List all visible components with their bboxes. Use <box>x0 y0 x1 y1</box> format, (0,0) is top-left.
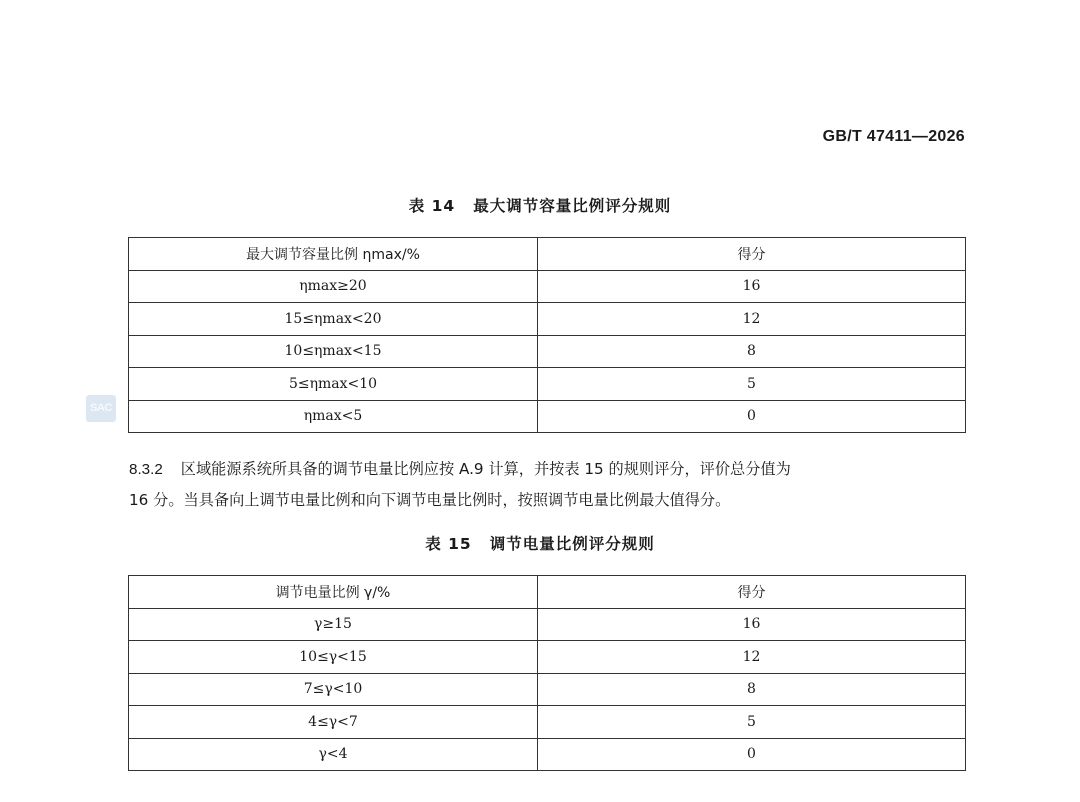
range-cell: γ≥15 <box>129 608 538 641</box>
table15 <box>128 575 966 771</box>
table-row <box>129 673 966 706</box>
score-cell: 8 <box>538 673 966 706</box>
score-cell: 12 <box>538 303 966 336</box>
score-cell: 0 <box>538 400 966 433</box>
range-cell: 5≤ηmax<10 <box>129 368 538 401</box>
table14-header-row <box>129 238 966 271</box>
table15-title: 调节电量比例评分规则 <box>489 535 655 553</box>
table15-col2-header: 得分 <box>538 576 966 609</box>
clause-text-1: 区域能源系统所具备的调节电量比例应按 A.9 计算，并按表 15 的规则评分，评价总分值为 <box>180 460 791 478</box>
table-row <box>129 641 966 674</box>
table14-col1-header: 最大调节容量比例 ηmax/% <box>129 238 538 271</box>
table-row <box>129 270 966 303</box>
table14-col2-header: 得分 <box>538 238 966 271</box>
clause-8-3-2 <box>129 454 967 515</box>
range-cell: 15≤ηmax<20 <box>129 303 538 336</box>
score-cell: 8 <box>538 335 966 368</box>
range-cell: 4≤γ<7 <box>129 706 538 739</box>
score-cell: 12 <box>538 641 966 674</box>
table15-col1-header: 调节电量比例 γ/% <box>129 576 538 609</box>
table-row <box>129 608 966 641</box>
clause-line-1 <box>129 454 967 485</box>
range-cell: γ<4 <box>129 738 538 771</box>
table-row <box>129 400 966 433</box>
range-cell: 10≤ηmax<15 <box>129 335 538 368</box>
sac-seal-icon: SAC <box>86 395 116 422</box>
table14-number: 表 14 <box>408 197 456 215</box>
table-row <box>129 738 966 771</box>
score-cell: 16 <box>538 270 966 303</box>
clause-line-2: 16 分。当具备向上调节电量比例和向下调节电量比例时，按照调节电量比例最大值得分。 <box>129 491 731 509</box>
table-row <box>129 303 966 336</box>
table14 <box>128 237 966 433</box>
table-row <box>129 368 966 401</box>
score-cell: 5 <box>538 368 966 401</box>
clause-number: 8.3.2 <box>129 461 163 478</box>
score-cell: 16 <box>538 608 966 641</box>
score-cell: 5 <box>538 706 966 739</box>
score-cell: 0 <box>538 738 966 771</box>
standard-code: GB/T 47411—2026 <box>822 128 965 145</box>
range-cell: ηmax≥20 <box>129 270 538 303</box>
table-row <box>129 335 966 368</box>
range-cell: 10≤γ<15 <box>129 641 538 674</box>
table-row <box>129 706 966 739</box>
table15-number: 表 15 <box>425 535 472 553</box>
table14-title: 最大调节容量比例评分规则 <box>473 197 672 215</box>
range-cell: 7≤γ<10 <box>129 673 538 706</box>
table15-header-row <box>129 576 966 609</box>
range-cell: ηmax<5 <box>129 400 538 433</box>
table15-caption <box>0 532 1080 554</box>
table14-caption <box>0 194 1080 216</box>
